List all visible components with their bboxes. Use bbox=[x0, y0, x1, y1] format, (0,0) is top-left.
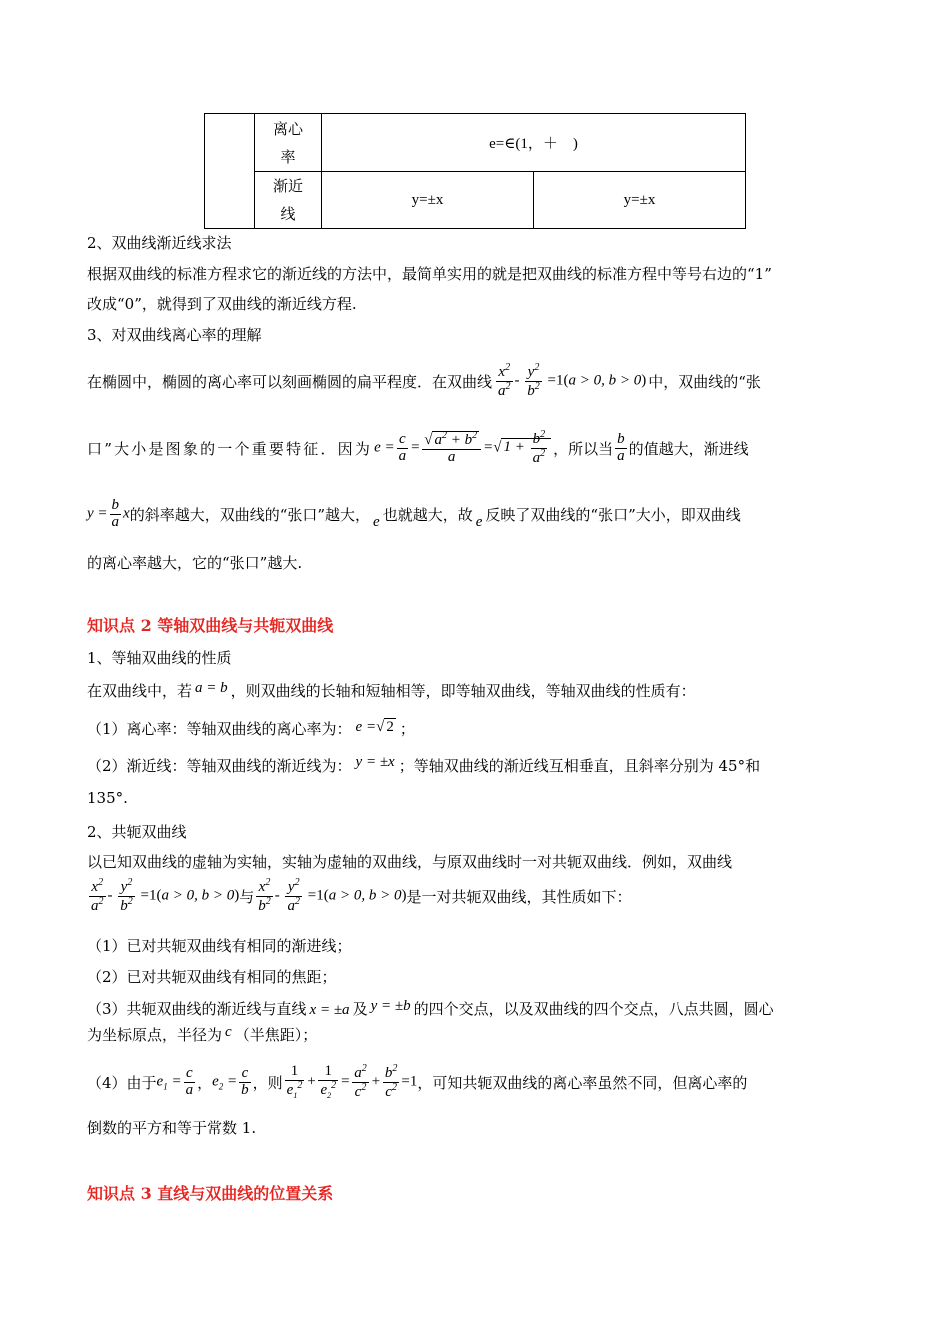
kp2-para2: 以已知双曲线的虚轴为实轴，实轴为虚轴的双曲线，与原双曲线时一对共轭双曲线．例如，双曲线 bbox=[87, 853, 733, 871]
eccentricity-formula: e = $\frac{c}{a}$ = $\frac{√ a^2 + b^2}{a}$ =√ 1 + $\frac{b^2}{a^2}$ bbox=[374, 430, 551, 467]
knowledge-point-3-title: 知识点 3 直线与双曲线的位置关系 bbox=[87, 1184, 334, 1203]
section-3-para2: 口”大小是图象的一个重要特征．因为 e = $\frac{c}{a}$ = $\frac{√ a^2 + b^2}{a}$ =√ 1 + $\frac{b^2}{a^2}$ ，所以当 $\frac{b}{a}$ 的值越大，渐进线 bbox=[87, 428, 749, 466]
table-left-cell bbox=[205, 114, 255, 229]
asymptote-formula: y = $\frac{b}{a}$ x bbox=[87, 496, 130, 530]
section-2-line2: 改成“0”，就得到了双曲线的渐近线方程. bbox=[87, 295, 357, 313]
asymptote-label-cell: 渐近 线 bbox=[255, 172, 322, 229]
kp2-para1: 在双曲线中，若 a = b ，则双曲线的长轴和短轴相等，即等轴双曲线，等轴双曲线的性质有： bbox=[87, 680, 696, 700]
hyperbola-equation: $\frac{x^2}{a^2}$ - $\frac{y^2}{b^2}$ =1(a > 0, b > 0) bbox=[498, 361, 647, 399]
eccentricity-value-cell: e=∈(1，＋ ) bbox=[322, 114, 746, 172]
b-over-a: $\frac{b}{a}$ bbox=[617, 430, 625, 464]
kp2-conjugate-pair: $\frac{x^2}{a^2}$ - $\frac{y^2}{b^2}$ =1(a > 0, b > 0) 与 $\frac{x^2}{b^2}$ - $\frac{y^2}{a^2}$ =1(a > 0, b > 0) 是一对共轭双曲线，其性质如下： bbox=[91, 876, 632, 914]
kp2-conj-item3: （3）共轭双曲线的渐近线与直线 x = ±a 及 y = ±b 的四个交点，以及双曲线的四个交点，八点共圆，圆心 bbox=[87, 998, 774, 1018]
kp2-conj-item3-cont: 为坐标原点，半径为 c （半焦距）； bbox=[87, 1024, 318, 1044]
kp2-conj-item4-cont: 倒数的平方和等于常数 1. bbox=[87, 1119, 257, 1137]
asymptote-left-cell: y=±x bbox=[322, 172, 534, 229]
kp2-item1: （1）离心率：等轴双曲线的离心率为： e =√ 2 ； bbox=[87, 719, 415, 738]
asymptote-right-cell: y=±x bbox=[534, 172, 746, 229]
kp2-sub2: 2、共轭双曲线 bbox=[87, 823, 187, 841]
section-2-line1: 根据双曲线的标准方程求它的渐近线的方法中，最简单实用的就是把双曲线的标准方程中等号右边的“1” bbox=[87, 265, 772, 283]
eccentricity-label-cell: 离心 率 bbox=[255, 114, 322, 172]
kp2-sub1: 1、等轴双曲线的性质 bbox=[87, 649, 232, 667]
kp2-conj-item2: （2）已对共轭双曲线有相同的焦距； bbox=[87, 968, 337, 986]
section-3-para3: y = $\frac{b}{a}$ x 的斜率越大，双曲线的“张口”越大， e 也就越大，故 e 反映了双曲线的“张口”大小，即双曲线 bbox=[87, 496, 741, 530]
section-3-para4: 的离心率越大，它的“张口”越大. bbox=[87, 554, 303, 572]
section-3-heading: 3、对双曲线离心率的理解 bbox=[87, 326, 262, 344]
kp2-conj-item4: （4）由于 $e_1$ = $\frac{c}{a}$ ， $e_2$ = $\frac{c}{b}$ ，则 $\frac{1}{e_1^2}$ + $\frac{1}{e_2^2}$ = $\frac{a^2}{c^2}$ + $\frac{b^2}{c^2}$ =1 ，可知共轭双曲线的离心率虽然不同，但离心率的 bbox=[87, 1062, 748, 1100]
kp2-conj-item1: （1）已对共轭双曲线有相同的渐进线； bbox=[87, 937, 352, 955]
section-3-para1: 在椭圆中，椭圆的离心率可以刻画椭圆的扁平程度．在双曲线 $\frac{x^2}{a^2}$ - $\frac{y^2}{b^2}$ =1(a > 0, b > 0) 中，双曲线的“张 bbox=[87, 361, 761, 399]
knowledge-point-2-title: 知识点 2 等轴双曲线与共轭双曲线 bbox=[87, 616, 334, 635]
hyperbola-property-table bbox=[204, 113, 746, 229]
kp2-item2-cont: 135°. bbox=[87, 789, 128, 807]
section-2-heading: 2、双曲线渐近线求法 bbox=[87, 234, 232, 252]
kp2-item2: （2）渐近线：等轴双曲线的渐近线为： y = ±x ；等轴双曲线的渐近线互相垂直，且斜率分别为 45°和 bbox=[87, 754, 761, 775]
